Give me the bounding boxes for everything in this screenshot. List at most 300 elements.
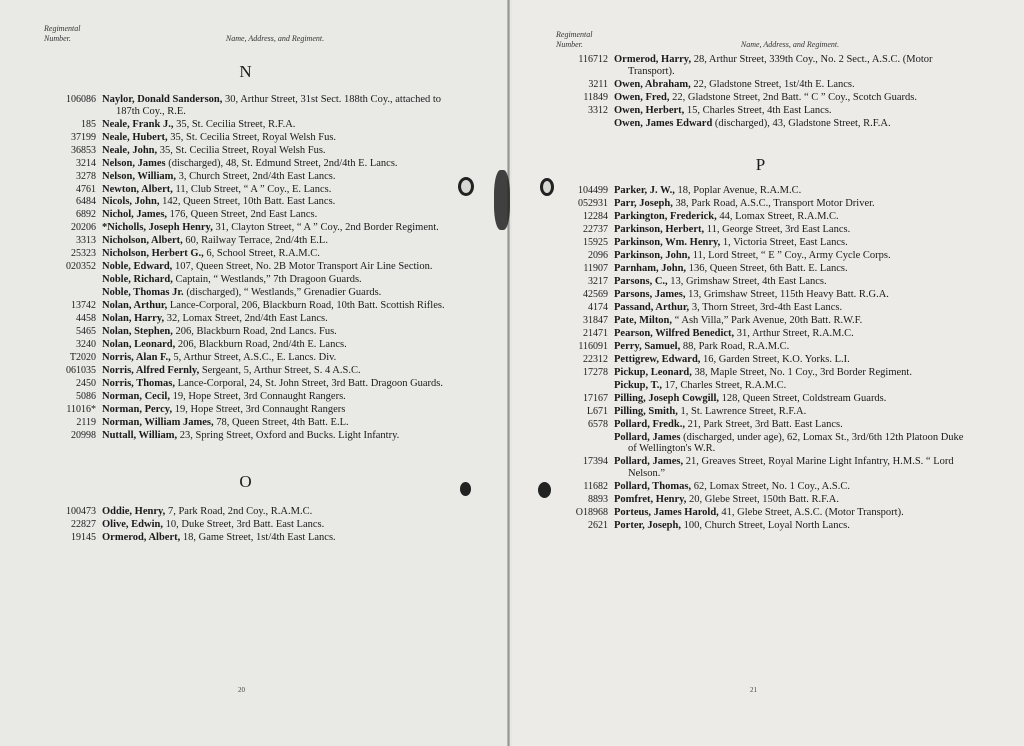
list-item (44, 417, 448, 429)
name-address-regiment-header: Name, Address, and Regiment. (225, 34, 325, 43)
left-page (0, 0, 510, 746)
regimental-number: 4458 (76, 313, 96, 325)
soldier-name: Nolan, Stephen, (102, 326, 173, 338)
soldier-name: Nolan, Harry, (102, 313, 165, 325)
address-regiment: 11, Club Street, “ A ” Coy., E. Lancs. (172, 183, 332, 195)
regimental-number: 17278 (583, 366, 608, 378)
name-address-regiment-header: Name, Address, and Regiment. (740, 40, 840, 49)
list-item (44, 119, 448, 131)
regimental-number: 20206 (71, 222, 96, 234)
soldier-name: Norman, Cecil, (102, 391, 170, 403)
entry-text (614, 367, 966, 379)
list-item (44, 519, 448, 531)
address-regiment: 44, Lomax Street, R.A.M.C. (716, 211, 839, 223)
regimental-number (556, 118, 614, 130)
soldier-name: Pilling, Joseph Cowgill, (614, 392, 720, 404)
soldier-name: Newton, Albert, (102, 183, 173, 195)
entry-text (614, 92, 966, 104)
regimental-number: 2621 (588, 519, 608, 531)
soldier-name: Ormerod, Albert, (102, 531, 181, 543)
regimental-number: 2119 (76, 417, 96, 429)
address-regiment: 11, George Street, 3rd East Lancs. (704, 224, 851, 236)
section-letter: P (755, 155, 767, 175)
entry-text (614, 237, 966, 249)
entry-text (102, 235, 448, 247)
entry-text (614, 315, 966, 327)
soldier-name: Parsons, C., (614, 276, 668, 288)
soldier-name: Pickup, T., (614, 379, 663, 391)
address-regiment: 107, Queen Street, No. 2B Motor Transport Air Line Section. (172, 261, 433, 273)
soldier-name: Neale, John, (102, 144, 158, 156)
regimental-label: Regimental (44, 24, 81, 33)
regimental-number: 3313 (76, 235, 96, 247)
address-regiment: 60, Railway Terrace, 2nd/4th E.L. (182, 235, 328, 247)
address-regiment: 35, St. Cecilia Street, R.F.A. (173, 118, 296, 130)
entry-text (102, 184, 448, 196)
entry-text (614, 289, 966, 301)
address-regiment: 31, Arthur Street, R.A.M.C. (734, 327, 854, 339)
list-item (556, 393, 966, 405)
entry-text (614, 185, 966, 197)
column-header (44, 24, 448, 44)
list-item (44, 274, 448, 286)
entry-text (102, 300, 448, 312)
list-item (44, 94, 448, 117)
list-item (556, 289, 966, 301)
address-regiment: Lance-Corporal, 24, St. John Street, 3rd Batt. Dragoon Guards. (175, 378, 444, 390)
entry-text (614, 481, 966, 493)
soldier-name: Noble, Thomas Jr. (102, 287, 184, 299)
list-item (44, 506, 448, 518)
address-regiment: (discharged), 43, Gladstone Street, R.F.A. (712, 117, 891, 129)
regimental-number: 19145 (71, 531, 96, 543)
address-regiment: 17, Charles Street, R.A.M.C. (662, 379, 787, 391)
address-regiment: 21, Greaves Street, Royal Marine Light Infantry, H.M.S. “ Lord Nelson.” (628, 456, 954, 479)
regimental-number: 20998 (71, 430, 96, 442)
regimental-number: 104499 (578, 185, 608, 197)
address-regiment: 1, St. Lawrence Street, R.F.A. (677, 405, 807, 417)
list-item (556, 354, 966, 366)
entry-text (614, 393, 966, 405)
regimental-number: 25323 (71, 248, 96, 260)
entry-text (102, 352, 448, 364)
entry-text (102, 506, 448, 518)
address-regiment: 20, Glebe Street, 150th Batt. R.F.A. (686, 493, 839, 505)
soldier-name: Parr, Joseph, (614, 198, 673, 210)
list-item (556, 406, 966, 418)
entry-text (614, 263, 966, 275)
regimental-number: T2020 (69, 352, 96, 364)
list-item (44, 378, 448, 390)
regimental-number: 37199 (71, 131, 96, 143)
entry-text (614, 54, 966, 77)
regimental-number: 6484 (76, 196, 96, 208)
regimental-number: 17394 (583, 456, 608, 468)
regimental-number: 185 (81, 118, 96, 130)
regimental-number (44, 274, 102, 286)
entry-text (102, 404, 448, 416)
book-gutter (507, 0, 510, 746)
regimental-number: 4174 (588, 301, 608, 313)
entry-text (102, 287, 448, 299)
address-regiment: 30, Arthur Street, 31st Sect. 188th Coy., attached to 187th Coy., R.E. (116, 94, 442, 117)
list-item (44, 235, 448, 247)
list-item (44, 222, 448, 234)
list-item (44, 184, 448, 196)
soldier-name: Norris, Alfred Fernly, (102, 365, 200, 377)
soldier-name: Pollard, Thomas, (614, 480, 692, 492)
binding-hole (540, 178, 554, 196)
entry-text (614, 224, 966, 236)
list-item (556, 328, 966, 340)
soldier-name: Pollard, James (614, 431, 681, 443)
ink-blot (460, 482, 471, 496)
entry-text (614, 276, 966, 288)
soldier-name: Owen, James Edward (614, 117, 713, 129)
address-regiment: 41, Glebe Street, A.S.C. (Motor Transport). (718, 506, 904, 518)
soldier-name: Naylor, Donald Sanderson, (102, 94, 223, 105)
number-label: Number. (44, 34, 71, 43)
regimental-number: 5086 (76, 391, 96, 403)
regimental-number: O18968 (575, 506, 608, 518)
regimental-number: 22827 (71, 518, 96, 530)
soldier-name: Norris, Alan F., (102, 352, 171, 364)
address-regiment: 78, Queen Street, 4th Batt. E.L. (213, 417, 349, 429)
regimental-number: 2096 (588, 250, 608, 262)
regimental-number: 12284 (583, 211, 608, 223)
list-item (556, 520, 966, 532)
soldier-name: Norman, William James, (102, 417, 214, 429)
list-item (44, 145, 448, 157)
entry-text (614, 250, 966, 262)
address-regiment: 100, Church Street, Loyal North Lancs. (680, 519, 850, 531)
number-label: Number. (556, 40, 583, 49)
page-number: 21 (750, 686, 757, 694)
entry-text (614, 406, 966, 418)
list-item (556, 494, 966, 506)
entry-text (614, 79, 966, 91)
entry-text (614, 341, 966, 353)
regimental-number: 3211 (588, 78, 608, 90)
soldier-name: Nelson, William, (102, 170, 176, 182)
address-regiment: 28, Arthur Street, 339th Coy., No. 2 Sect., A.S.C. (Motor Transport). (628, 54, 933, 77)
address-regiment: 38, Maple Street, No. 1 Coy., 3rd Border Regiment. (691, 366, 912, 378)
entry-text (102, 430, 448, 442)
list-item (44, 365, 448, 377)
entry-list (44, 506, 448, 544)
list-item (44, 300, 448, 312)
list-item (556, 481, 966, 493)
entry-text (614, 432, 966, 455)
regimental-number-header (556, 30, 614, 50)
regimental-number: 36853 (71, 144, 96, 156)
regimental-number: 106086 (66, 94, 96, 105)
list-item (44, 404, 448, 416)
soldier-name: Ormerod, Harry, (614, 54, 692, 65)
soldier-name: Parker, J. W., (614, 185, 675, 197)
address-regiment: Captain, “ Westlands,” 7th Dragoon Guards. (172, 274, 362, 286)
regimental-number: 11849 (583, 91, 608, 103)
section-letter: O (239, 471, 253, 491)
soldier-name: Nicholson, Herbert G., (102, 248, 204, 260)
regimental-number: 020352 (66, 261, 96, 273)
regimental-number (44, 287, 102, 299)
soldier-name: Neale, Frank J., (102, 118, 174, 130)
regimental-number: 116091 (578, 340, 608, 352)
entry-text (102, 158, 448, 170)
soldier-name: Olive, Edwin, (102, 518, 163, 530)
soldier-name: Pilling, Smith, (614, 405, 678, 417)
entry-text (102, 196, 448, 208)
entry-text (102, 274, 448, 286)
list-item (556, 185, 966, 197)
soldier-name: Nicols, John, (102, 196, 160, 208)
entry-list (556, 54, 966, 129)
soldier-name: Noble, Richard, (102, 274, 173, 286)
address-regiment: 136, Queen Street, 6th Batt. E. Lancs. (686, 263, 848, 275)
soldier-name: Nuttall, William, (102, 430, 178, 442)
regimental-number: 5465 (76, 326, 96, 338)
list-item (556, 315, 966, 327)
entry-text (102, 519, 448, 531)
address-regiment: 18, Game Street, 1st/4th East Lancs. (180, 531, 336, 543)
soldier-name: Norman, Percy, (102, 404, 173, 416)
list-item (556, 198, 966, 210)
entry-text (614, 302, 966, 314)
section-letter: N (239, 62, 253, 81)
address-regiment: 13, Grimshaw Street, 115th Heavy Batt. R.G.A. (685, 289, 889, 300)
list-item (556, 367, 966, 379)
entry-text (102, 532, 448, 544)
address-regiment: 31, Clayton Street, “ A ” Coy., 2nd Border Regiment. (212, 222, 439, 234)
address-regiment: 21, Park Street, 3rd Batt. East Lancs. (684, 418, 843, 430)
entry-text (614, 494, 966, 506)
entry-text (614, 354, 966, 366)
list-item (556, 105, 966, 117)
regimental-number: 052931 (578, 198, 608, 210)
address-regiment: 7, Park Road, 2nd Coy., R.A.M.C. (165, 505, 313, 517)
list-item (44, 209, 448, 221)
address-regiment: 6, School Street, R.A.M.C. (203, 248, 320, 260)
regimental-number: 11016* (66, 404, 96, 416)
entry-text (614, 118, 966, 130)
list-item (44, 171, 448, 183)
soldier-name: Norris, Thomas, (102, 378, 176, 390)
list-item (556, 507, 966, 519)
entry-text (102, 94, 448, 117)
soldier-name: *Nicholls, Joseph Henry, (102, 222, 213, 234)
address-regiment: 22, Gladstone Street, 2nd Batt. “ C ” Coy., Scotch Guards. (669, 91, 918, 103)
list-item (44, 132, 448, 144)
entry-text (102, 378, 448, 390)
address-regiment: 5, Arthur Street, A.S.C., E. Lancs. Div. (170, 352, 337, 364)
regimental-number: 15925 (583, 237, 608, 249)
address-regiment: “ Ash Villa,” Park Avenue, 20th Batt. R.W.F. (672, 314, 863, 326)
entry-text (102, 391, 448, 403)
list-item (44, 158, 448, 170)
soldier-name: Parkington, Frederick, (614, 211, 717, 223)
soldier-name: Owen, Fred, (614, 91, 670, 103)
address-regiment: Lance-Corporal, 206, Blackburn Road, 10th Batt. Scottish Rifles. (167, 300, 445, 312)
list-item (44, 313, 448, 325)
list-item (556, 92, 966, 104)
regimental-number: 116712 (578, 54, 608, 65)
regimental-number: 22737 (583, 224, 608, 236)
address-regiment: 15, Charles Street, 4th East Lancs. (684, 104, 832, 116)
regimental-number: 17167 (583, 392, 608, 404)
list-item (556, 211, 966, 223)
regimental-number: 3240 (76, 339, 96, 351)
list-item (556, 118, 966, 130)
address-regiment: 3, Church Street, 2nd/4th East Lancs. (176, 170, 336, 182)
regimental-number: L671 (586, 405, 608, 417)
soldier-name: Pollard, James, (614, 456, 684, 468)
soldier-name: Owen, Abraham, (614, 78, 691, 90)
address-regiment: 88, Park Road, R.A.M.C. (680, 340, 790, 352)
list-item (556, 456, 966, 479)
list-item (556, 250, 966, 262)
list-item (44, 326, 448, 338)
list-item (556, 237, 966, 249)
address-regiment: 38, Park Road, A.S.C., Transport Motor Driver. (672, 198, 875, 210)
soldier-name: Nolan, Leonard, (102, 339, 176, 351)
address-regiment: (discharged), 48, St. Edmund Street, 2nd/4th E. Lancs. (165, 157, 398, 169)
entry-text (614, 507, 966, 519)
address-regiment: Sergeant, 5, Arthur Street, S. 4 A.S.C. (199, 365, 361, 377)
regimental-number (556, 432, 614, 455)
soldier-name: Noble, Edward, (102, 261, 173, 273)
list-item (556, 341, 966, 353)
address-regiment: 11, Lord Street, “ E ” Coy., Army Cycle Corps. (690, 250, 891, 262)
address-regiment: 13, Grimshaw Street, 4th East Lancs. (667, 276, 827, 288)
entry-text (102, 145, 448, 157)
entry-text (614, 380, 966, 392)
list-item (556, 302, 966, 314)
address-regiment: 22, Gladstone Street, 1st/4th E. Lancs. (690, 78, 855, 90)
regimental-number: 061035 (66, 365, 96, 377)
address-regiment: 19, Hope Street, 3rd Connaught Rangers. (169, 391, 346, 403)
soldier-name: Parkinson, Wm. Henry, (614, 237, 721, 249)
regimental-number-header (44, 24, 102, 44)
address-regiment: 35, St. Cecilia Street, Royal Welsh Fus. (157, 144, 326, 156)
soldier-name: Nolan, Arthur, (102, 300, 168, 312)
entry-text (614, 211, 966, 223)
regimental-number (556, 380, 614, 392)
entry-text (102, 417, 448, 429)
soldier-name: Pollard, Fredk., (614, 418, 685, 430)
list-item (44, 248, 448, 260)
entry-text (102, 339, 448, 351)
soldier-name: Pickup, Leonard, (614, 366, 692, 378)
soldier-name: Porteus, James Harold, (614, 506, 719, 518)
regimental-number: 3312 (588, 104, 608, 116)
entry-text (614, 419, 966, 431)
list-item (44, 261, 448, 273)
list-item (556, 79, 966, 91)
list-item (44, 339, 448, 351)
soldier-name: Pearson, Wilfred Benedict, (614, 327, 735, 339)
entry-list (44, 94, 448, 442)
right-page (512, 0, 1024, 746)
list-item (44, 391, 448, 403)
regimental-number: 22312 (583, 353, 608, 365)
column-header (556, 30, 966, 50)
address-regiment: 1, Victoria Street, East Lancs. (720, 237, 848, 249)
list-item (556, 54, 966, 77)
binding-hole (458, 177, 474, 196)
entry-text (614, 456, 966, 479)
list-item (556, 432, 966, 455)
list-item (44, 352, 448, 364)
entry-text (102, 313, 448, 325)
soldier-name: Nichol, James, (102, 209, 168, 221)
entry-text (614, 105, 966, 117)
entry-text (102, 209, 448, 221)
list-item (44, 287, 448, 299)
regimental-number: 4761 (76, 183, 96, 195)
address-regiment: (discharged), “ Westlands,” Grenadier Guards. (183, 287, 382, 299)
soldier-name: Pate, Milton, (614, 314, 673, 326)
soldier-name: Parkinson, John, (614, 250, 691, 262)
address-regiment: 32, Lomax Street, 2nd/4th East Lancs. (164, 313, 328, 325)
entry-text (614, 520, 966, 532)
entry-text (102, 365, 448, 377)
regimental-number: 21471 (583, 327, 608, 339)
soldier-name: Parkinson, Herbert, (614, 224, 705, 236)
address-regiment: 206, Blackburn Road, 2nd/4th E. Lancs. (175, 339, 347, 351)
regimental-number: 3278 (76, 170, 96, 182)
left-page-entries (44, 62, 448, 543)
entry-text (102, 171, 448, 183)
list-item (556, 263, 966, 275)
entry-text (102, 326, 448, 338)
soldier-name: Parsons, James, (614, 289, 686, 300)
page-number: 20 (238, 686, 245, 694)
regimental-number: 13742 (71, 300, 96, 312)
regimental-number: 11682 (583, 480, 608, 492)
entry-text (614, 328, 966, 340)
list-item (44, 430, 448, 442)
address-regiment: 62, Lomax Street, No. 1 Coy., A.S.C. (691, 480, 850, 492)
entry-text (102, 222, 448, 234)
right-page-entries (556, 50, 966, 532)
soldier-name: Owen, Herbert, (614, 104, 685, 116)
address-regiment: (discharged, under age), 62, Lomax St., 3rd/6th 12th Platoon Duke of Wellington's W.R. (628, 431, 964, 455)
list-item (556, 224, 966, 236)
address-regiment: 18, Poplar Avenue, R.A.M.C. (674, 185, 802, 197)
entry-text (614, 198, 966, 210)
ink-blot (538, 482, 551, 498)
list-item (44, 196, 448, 208)
address-regiment: 128, Queen Street, Coldstream Guards. (719, 392, 887, 404)
soldier-name: Oddie, Henry, (102, 505, 166, 517)
regimental-label: Regimental (556, 30, 593, 39)
soldier-name: Neale, Hubert, (102, 131, 168, 143)
address-regiment: 206, Blackburn Road, 2nd Lancs. Fus. (172, 326, 337, 338)
regimental-number: 2450 (76, 378, 96, 390)
entry-list (556, 185, 966, 531)
address-regiment: 142, Queen Street, 10th Batt. East Lancs. (159, 196, 336, 208)
list-item (556, 380, 966, 392)
address-regiment: 176, Queen Street, 2nd East Lancs. (167, 209, 318, 221)
list-item (44, 532, 448, 544)
address-regiment: 19, Hope Street, 3rd Connaught Rangers (172, 404, 346, 416)
address-regiment: 23, Spring Street, Oxford and Bucks. Light Infantry. (177, 430, 400, 442)
regimental-number: 3214 (76, 157, 96, 169)
soldier-name: Nelson, James (102, 157, 166, 169)
regimental-number: 3217 (588, 276, 608, 288)
regimental-number: 6892 (76, 209, 96, 221)
